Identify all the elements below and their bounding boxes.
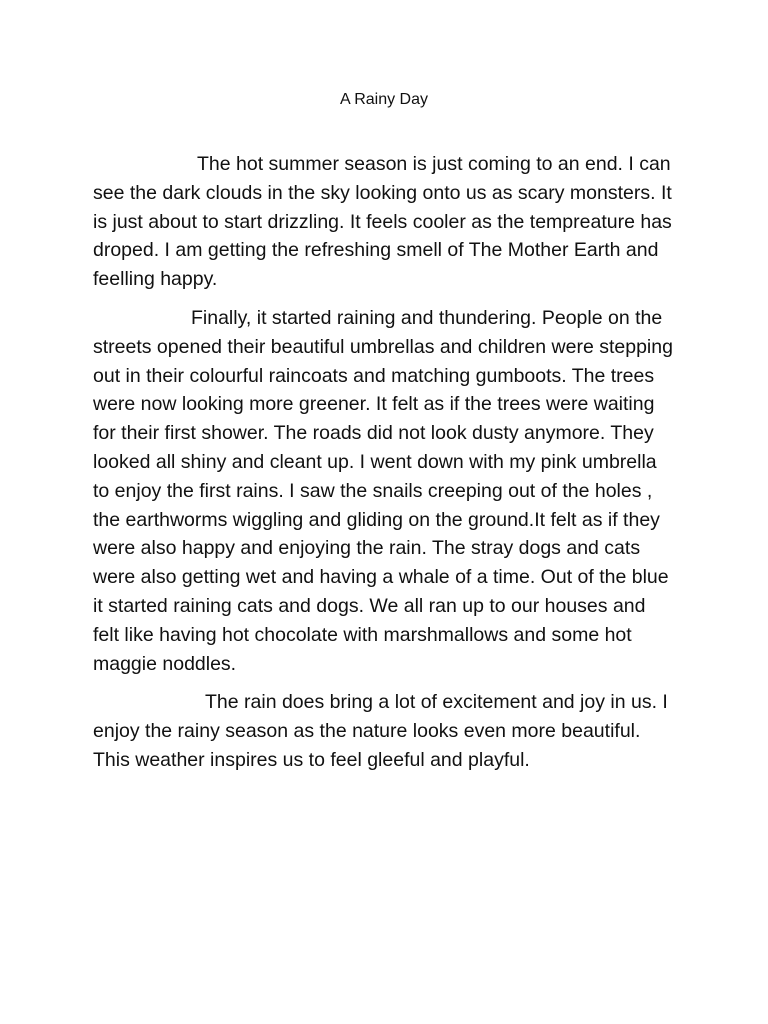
- paragraph-3: [93, 688, 673, 774]
- document-title: A Rainy Day: [339, 91, 429, 108]
- paragraph-3-text: The rain does bring a lot of excitement and joy in us. I enjoy the rainy season as the nature looks even more beautiful. This weather inspires us to feel gleeful and playful.: [93, 691, 668, 771]
- document-body: [93, 150, 673, 775]
- paragraph-1: [93, 150, 673, 294]
- paragraph-2: [93, 304, 673, 678]
- paragraph-2-text: Finally, it started raining and thundering. People on the streets opened their beautiful umbrellas and children were stepping out in their colourful raincoats and matching gumboots. The trees were now looking more greener. It felt as if the trees were waiting for their first shower. The roads did not look dusty anymore. They looked all shiny and cleant up. I went down with my pink umbrella to enjoy the first rains. I saw the snails creeping out of the holes , the earthworms wiggling and gliding on the ground.It felt as if they were also happy and enjoying the rain. The stray dogs and cats were also getting wet and having a whale of a time. Out of the blue it started raining cats and dogs. We all ran up to our houses and felt like having hot chocolate with marshmallows and some hot maggie noddles.: [93, 306, 673, 675]
- paragraph-1-text: The hot summer season is just coming to an end. I can see the dark clouds in the sky looking onto us as scary monsters. It is just about to start drizzling. It feels cooler as the tempreature has droped. I am getting the refreshing smell of The Mother Earth and feelling happy.: [93, 153, 672, 291]
